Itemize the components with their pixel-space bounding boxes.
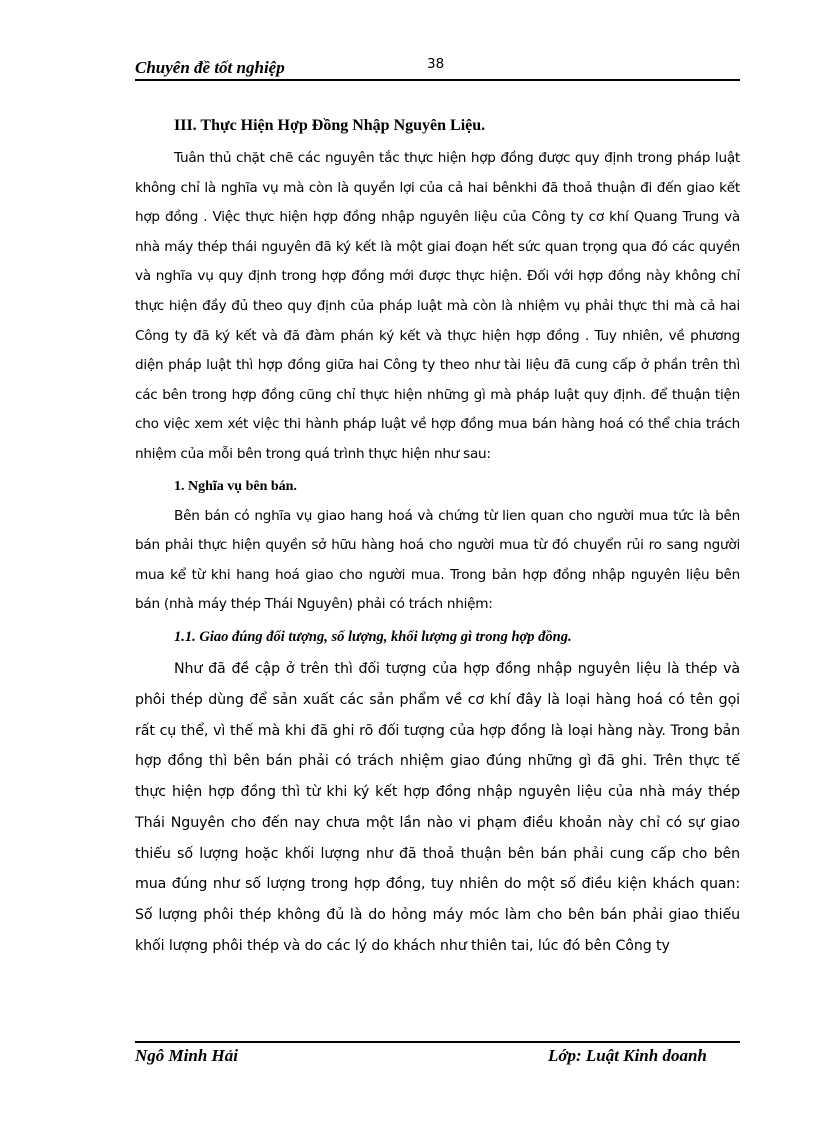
section-title: III. Thực Hiện Hợp Đồng Nhập Nguyên Liệu. [174, 117, 486, 134]
item-paragraph: Như đã đề cập ở trên thì đối tượng của hợp đồng nhập nguyên liệu là thép và phôi thép dùng để sản xuất các sản phẩm về cơ khí đây là loại hàng hoá có tên gọi rất cụ thể, vì thế mà khi đã ghi rõ đối tượng của hợp đồng là loại hàng này. Trong bản hợp đồng thì bên bán phải có trách nhiệm giao đúng những gì đã ghi. Trên thực tế thực hiện hợp đồng thì từ khi ký kết hợp đồng nhập nguyên liệu của nhà máy thép Thái Nguyên cho đến nay chưa một lần nào vi phạm điều khoản này chỉ có sự giao thiếu số lượng hoặc khối lượng như đã thoả thuận bên bán phải cung cấp cho bên mua đúng như số lượng trong hợp đồng, tuy nhiên do một số điều kiện khách quan: Số lượng phôi thép không đủ là do hỏng máy móc làm cho bên bán phải giao thiếu khối lượng phôi thép và do các lý do khách như thiên tai, lúc đó bên Công ty [135, 660, 740, 955]
footer-class: Lớp: Luật Kinh doanh [548, 1046, 707, 1065]
section-intro-paragraph: Tuân thủ chặt chẽ các nguyên tắc thực hiện hợp đồng được quy định trong pháp luật không chỉ là nghĩa vụ mà còn là quyền lợi của cả hai bênkhi đã thoả thuận đi đến giao kết hợp đồng . Việc thực hiện hợp đồng nhập nguyên liệu của Công ty cơ khí Quang Trung và nhà máy thép thái nguyên đã ký kết là một giai đoạn hết sức quan trọng qua đó các quyền và nghĩa vụ quy định trong hợp đồng mới được thực hiện. Đối với hợp đồng này không chỉ thực hiện đầy đủ theo quy định của pháp luật mà còn là nhiệm vụ phải thực thi mà cả hai Công ty đã ký kết và đã đàm phán ký kết và thực hiện hợp đồng . Tuy nhiên, về phương diện pháp luật thì hợp đồng giữa hai Công ty theo như tài liệu đã cung cấp ở phần trên thì các bên trong hợp đồng cũng chỉ thực hiện những gì mà pháp luật quy định. để thuận tiện cho việc xem xét việc thi hành pháp luật về hợp đồng mua bán hàng hoá có thể chia trách nhiệm của mỗi bên trong quá trình thực hiện như sau: [135, 150, 740, 462]
page-body [135, 111, 740, 962]
subsection-title: 1. Nghĩa vụ bên bán. [174, 478, 297, 494]
header-title: Chuyên đề tốt nghiệp [135, 58, 285, 77]
footer-author: Ngô Minh Hải [135, 1046, 238, 1065]
subsection-paragraph: Bên bán có nghĩa vụ giao hang hoá và chứng từ lien quan cho người mua tức là bên bán phải thực hiện quyền sở hữu hàng hoá cho người mua từ đó chuyển rủi ro sang người mua kể từ khi hang hoá giao cho người mua. Trong bản hợp đồng nhập nguyên liệu bên bán (nhà máy thép Thái Nguyên) phải có trách nhiệm: [135, 507, 740, 613]
footer-divider [135, 1041, 740, 1043]
header-divider [135, 79, 740, 81]
page-number: 38 [427, 56, 445, 72]
item-title: 1.1. Giao đúng đối tượng, số lượng, khối lượng gì trong hợp đồng. [174, 628, 572, 645]
